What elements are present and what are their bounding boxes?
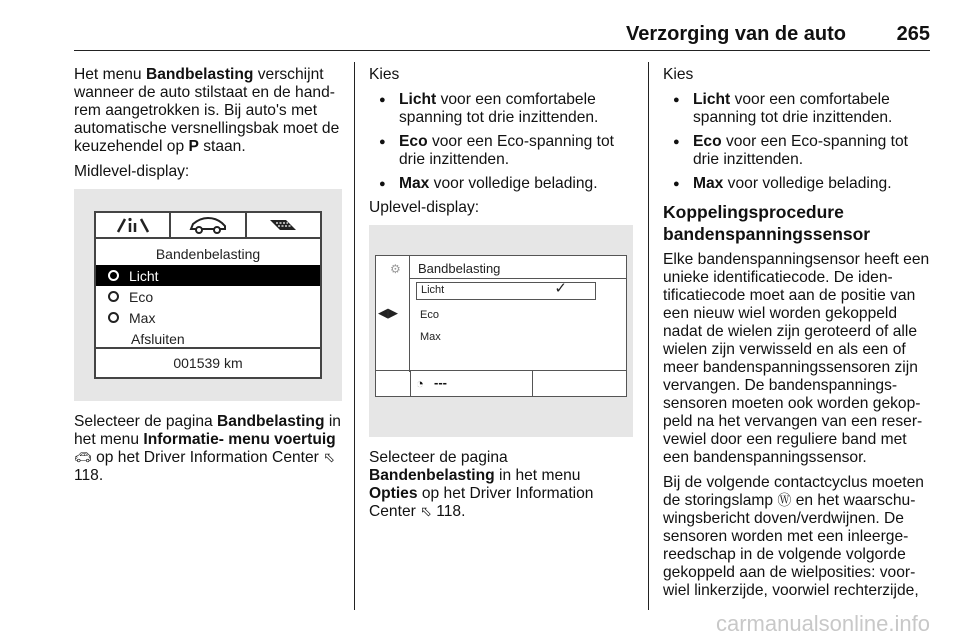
- side-panel: [376, 256, 410, 372]
- uplevel-screen: [375, 255, 627, 397]
- display-tabs: [96, 213, 320, 239]
- radio-icon: [108, 312, 119, 323]
- checkmark-icon: ✓: [554, 280, 567, 297]
- column-divider-2: [648, 62, 649, 610]
- left-right-arrows-icon: ◀▶: [378, 305, 398, 320]
- option-eco-item[interactable]: Eco: [420, 309, 439, 321]
- menu-item-max[interactable]: Max: [96, 307, 320, 328]
- uplevel-menu-title: Bandbelasting: [418, 261, 501, 276]
- page-ref-arrow-icon: ⬁: [323, 450, 335, 466]
- midlevel-screen: [94, 211, 322, 379]
- running-header-title: Verzorging van de auto: [625, 23, 846, 45]
- menu-title: Bandenbelasting: [155, 246, 261, 262]
- column-1: [74, 66, 342, 492]
- procedure-paragraph: Bij de volgende contactcyclus moeten de storingslamp Ⓦ en het waarschuwingsbericht doven/verdwijnen. De sensoren worden met een inleergereedschap in de volgende volgorde gekoppeld aan de wielposities: voorwiel linkerzijde, voorwiel rechterzijde,: [663, 474, 924, 599]
- option-max: ● Max voor volledige belading.: [663, 175, 933, 193]
- load-menu: [96, 265, 320, 349]
- sensor-paragraph: Elke bandenspanningsensor heeft een unieke identificatiecode. De identificatiecode moet aan de positie van een nieuw wiel worden gekoppeld nadat de wielen zijn geroteerd of alle wielen zijn verwisseld en als een of meer bandenspanningssensoren zijn vervangen. De bandenspanningssensoren moeten ook worden gekoppeld na het vervangen van een reservewiel door een reguliere band met een bandenspanningssensor.: [663, 251, 930, 466]
- page-number: 265: [896, 23, 930, 45]
- midlevel-display-figure: [74, 189, 342, 401]
- tire-warning-lamp-icon: Ⓦ: [777, 493, 792, 509]
- load-options-list: [663, 91, 933, 193]
- settings-flag-icon: [247, 213, 320, 237]
- vehicle-icon: [169, 213, 246, 237]
- page-ref-arrow-icon: ⬁: [420, 504, 432, 520]
- select-instructions: Selecteer de pagina Bandbelasting in het menu Informatie- menu voertuig 🚗︎ op het Driver Information Center ⬁ 118.: [74, 413, 341, 484]
- choose-label: Kies: [369, 66, 400, 83]
- radio-icon: [108, 291, 119, 302]
- watermark: carmanualsonline.info: [715, 611, 930, 636]
- option-max: ● Max voor volledige belading.: [369, 175, 633, 193]
- menu-item-eco[interactable]: Eco: [96, 286, 320, 307]
- column-2: [369, 66, 633, 528]
- select-instructions-uplevel: Selecteer de pagina Bandenbelasting in het menu Opties op het Driver Information Center ⬁ 118.: [369, 449, 594, 520]
- option-max-item[interactable]: Max: [420, 331, 441, 343]
- column-3: [663, 66, 933, 607]
- option-licht: ● Licht voor een comfortabele spanning tot drie inzittenden.: [663, 91, 933, 127]
- midlevel-label: Midlevel-display:: [74, 163, 190, 180]
- load-options-list: [369, 91, 633, 193]
- selected-option-licht[interactable]: Licht ✓: [416, 282, 596, 300]
- column-divider-1: [354, 62, 355, 610]
- uplevel-label: Uplevel-display:: [369, 199, 480, 216]
- menu-item-licht[interactable]: Licht: [96, 265, 320, 286]
- status-bar: [376, 370, 626, 396]
- radio-icon: [108, 270, 119, 281]
- title-separator: [410, 278, 626, 279]
- menu-item-afsluiten[interactable]: Afsluiten: [131, 330, 185, 347]
- vehicle-menu-icon: 🚗︎: [74, 450, 92, 466]
- intro-paragraph: Het menu Bandbelasting verschijnt wanneer de auto stilstaat en de handrem aangetrokken is. Bij auto's met automatische versnellingsbak moet de keuzehendel op P staan.: [74, 66, 340, 155]
- gear-icon: ⚙: [390, 262, 401, 276]
- choose-label: Kies: [663, 66, 694, 83]
- tire-pressure-icon: ◔: [416, 376, 424, 391]
- odometer: 001539 km: [96, 347, 320, 377]
- trip-info-icon: [96, 213, 169, 237]
- header-rule: [74, 50, 930, 51]
- tire-pressure-value: ---: [434, 375, 447, 390]
- option-eco: ● Eco voor een Eco-spanning tot drie inzittenden.: [369, 133, 633, 169]
- option-eco: ● Eco voor een Eco-spanning tot drie inzittenden.: [663, 133, 933, 169]
- uplevel-display-figure: [369, 225, 633, 437]
- option-licht: ● Licht voor een comfortabele spanning tot drie inzittenden.: [369, 91, 633, 127]
- section-heading: Koppelingsprocedure bandenspanningssensor: [663, 202, 871, 244]
